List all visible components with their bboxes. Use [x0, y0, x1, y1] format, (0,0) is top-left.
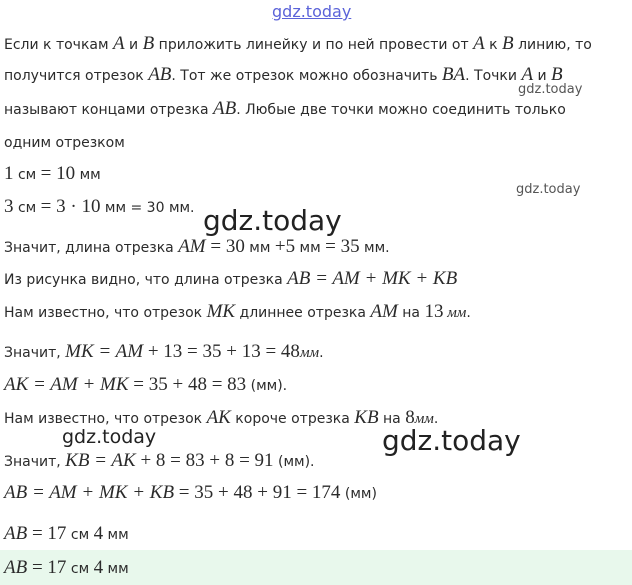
text-line-3: называют концами отрезка AB. Любые две точки можно соединить только	[4, 98, 566, 119]
text-line-9: Нам известно, что отрезок MK длиннее отрезка AM на 13 мм.	[4, 301, 471, 322]
text-line-7: Значит, длина отрезка AM = 30 мм +5 мм = 35 мм.	[4, 236, 390, 257]
text-line-6: 3 см = 3 · 10 мм = 30 мм.	[4, 196, 195, 217]
watermark: gdz.today	[516, 182, 581, 197]
text-line-11: AK = AM + MK = 35 + 48 = 83 (мм).	[4, 374, 288, 395]
text-line-10: Значит, MK = AM + 13 = 35 + 13 = 48мм.	[4, 341, 324, 362]
text-line-5: 1 см = 10 мм	[4, 163, 101, 184]
watermark: gdz.today	[518, 82, 583, 97]
text-line-12: Нам известно, что отрезок AK короче отрезка KB на 8мм.	[4, 407, 439, 428]
answer-line: AB = 17 см 4 мм	[4, 557, 129, 578]
text-line-4: одним отрезком	[4, 135, 125, 151]
watermark: gdz.today	[203, 204, 342, 237]
text-line-15: AB = 17 см 4 мм	[4, 523, 129, 544]
watermark: gdz.today	[382, 424, 521, 457]
text-line-14: AB = AM + MK + KB = 35 + 48 + 91 = 174 (мм)	[4, 482, 377, 503]
text-line-8: Из рисунка видно, что длина отрезка AB = AM + MK + KB	[4, 268, 458, 289]
text-line-1: Если к точкам A и B приложить линейку и по ней провести от A к B линию, то	[4, 33, 592, 54]
watermark: gdz.today	[62, 426, 157, 448]
text-line-13: Значит, KB = AK + 8 = 83 + 8 = 91 (мм).	[4, 450, 315, 471]
watermark-link[interactable]: gdz.today	[272, 2, 352, 21]
text-line-2: получится отрезок AB. Тот же отрезок можно обозначить BA. Точки A и B	[4, 64, 563, 85]
